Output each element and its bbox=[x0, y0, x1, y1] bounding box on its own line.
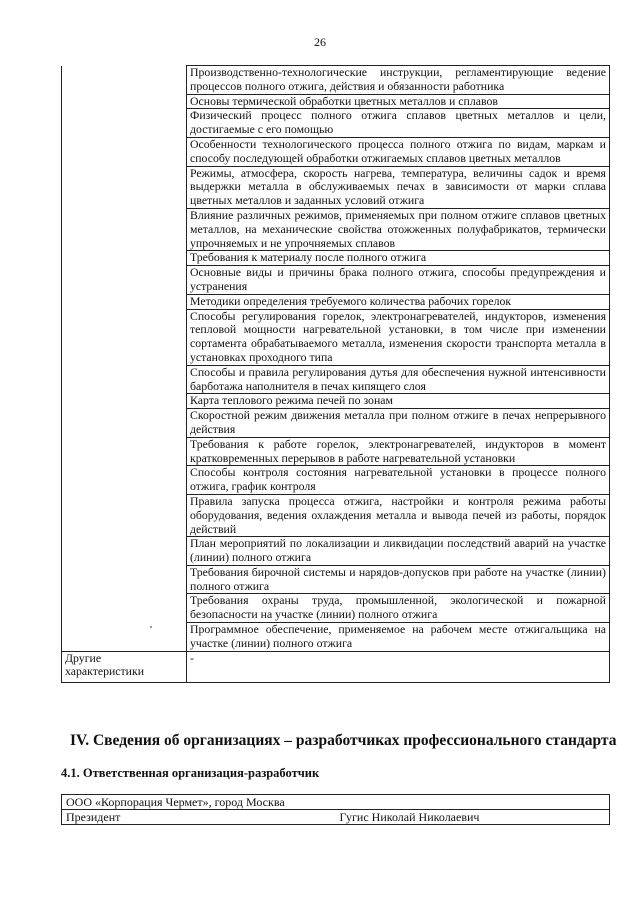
organization-table bbox=[61, 794, 610, 825]
section-title: IV. Сведения об организациях – разработчиках профессионального стандарта bbox=[70, 732, 617, 749]
requirements-table bbox=[61, 65, 610, 683]
table-row-other bbox=[62, 651, 610, 682]
requirement-item: Способы регулирования горелок, электронагревателей, индукторов, изменения тепловой мощности нагревательной установки, в том числе при изменении сортамента обрабатываемого металла, изменения скорости транспорта металла в установках проходного типа bbox=[187, 309, 610, 365]
requirement-item: Правила запуска процесса отжига, настройки и контроля режима работы оборудования, ведения охлаждения металла и вывода печей из работы, порядок действий bbox=[187, 494, 610, 536]
requirement-item: Программное обеспечение, применяемое на рабочем месте отжигальщика на участке (линии) полного отжига bbox=[187, 623, 610, 652]
characteristic-label-empty bbox=[62, 66, 187, 652]
requirement-item: Требования к материалу после полного отжига bbox=[187, 251, 610, 266]
head-name: Гугис Николай Николаевич bbox=[336, 810, 610, 825]
page-number: 26 bbox=[314, 35, 326, 49]
requirement-item: Основные виды и причины брака полного отжига, способы предупреждения и устранения bbox=[187, 266, 610, 295]
organization-head-row bbox=[62, 810, 610, 825]
other-characteristics-value: - bbox=[187, 651, 610, 682]
organization-name-row bbox=[62, 795, 610, 810]
requirement-item: Методики определения требуемого количества рабочих горелок bbox=[187, 294, 610, 309]
requirement-item: Физический процесс полного отжига сплавов цветных металлов и цели, достигаемые с его помощью bbox=[187, 109, 610, 138]
scan-speck bbox=[150, 626, 152, 628]
requirement-item: Требования к работе горелок, электронагревателей, индукторов в момент кратковременных перерывов в работе нагревательной установки bbox=[187, 437, 610, 466]
other-characteristics-label: Другие характеристики bbox=[62, 651, 187, 682]
requirement-item: Требования бирочной системы и нарядов-допусков при работе на участке (линии) полного отжига bbox=[187, 565, 610, 594]
requirement-item: Режимы, атмосфера, скорость нагрева, температура, величины садок и время выдержки металла в обслуживаемых печах в зависимости от марки сплава цветных металлов и заданных условий отжига bbox=[187, 166, 610, 208]
organization-name: ООО «Корпорация Чермет», город Москва bbox=[62, 795, 610, 810]
requirement-item: Производственно-технологические инструкции, регламентирующие ведение процессов полного отжига, действия и обязанности работника bbox=[187, 66, 610, 95]
requirement-item: Особенности технологического процесса полного отжига по видам, маркам и способу последующей обработки отжигаемых сплавов цветных металлов bbox=[187, 137, 610, 166]
requirement-item: Способы контроля состояния нагревательной установки в процессе полного отжига, график контроля bbox=[187, 466, 610, 495]
requirement-item: Способы и правила регулирования дутья для обеспечения нужной интенсивности барботажа наполнителя в печах кипящего слоя bbox=[187, 365, 610, 394]
subsection-title: 4.1. Ответственная организация-разработчик bbox=[61, 766, 320, 780]
head-position: Президент bbox=[62, 810, 336, 825]
requirement-item: Карта теплового режима печей по зонам bbox=[187, 394, 610, 409]
requirement-item: План мероприятий по локализации и ликвидации последствий аварий на участке (линии) полного отжига bbox=[187, 537, 610, 566]
requirement-item: Требования охраны труда, промышленной, экологической и пожарной безопасности на участке (линии) полного отжига bbox=[187, 594, 610, 623]
requirement-item: Основы термической обработки цветных металлов и сплавов bbox=[187, 94, 610, 109]
requirement-item: Влияние различных режимов, применяемых при полном отжиге сплавов цветных металлов, на механические свойства отожженных полуфабрикатов, термически упрочняемых и не упрочняемых сплавов bbox=[187, 208, 610, 250]
table-row bbox=[62, 66, 610, 95]
requirement-item: Скоростной режим движения металла при полном отжиге в печах непрерывного действия bbox=[187, 409, 610, 438]
